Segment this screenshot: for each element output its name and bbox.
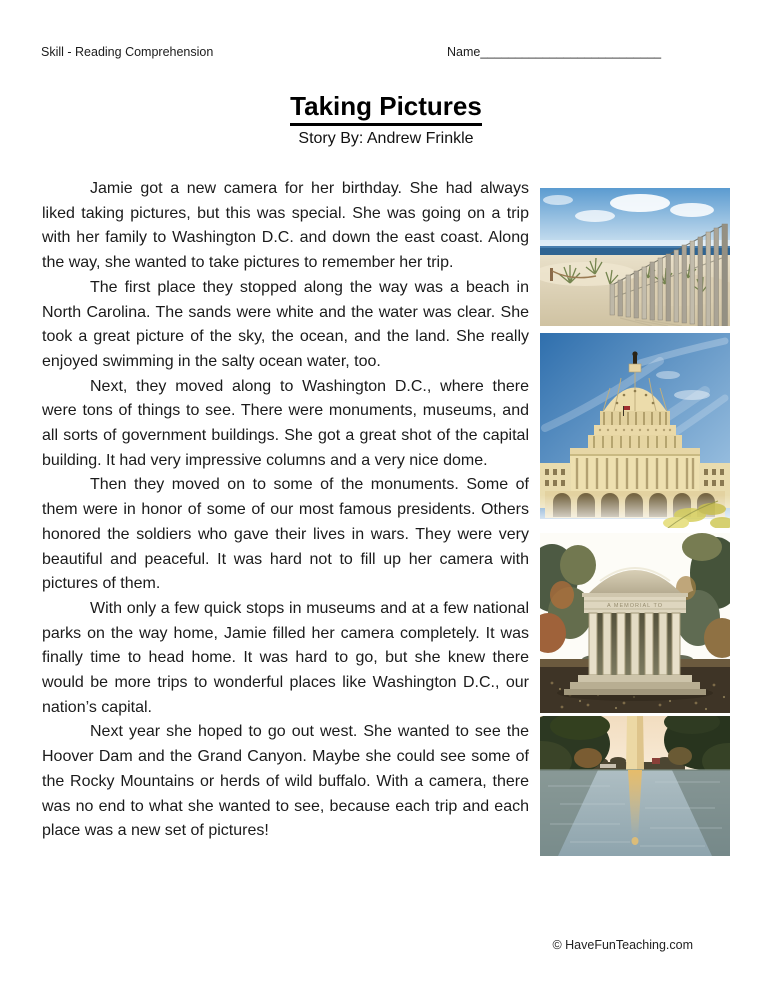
copyright: © HaveFunTeaching.com	[552, 938, 693, 952]
monument-photo	[540, 716, 730, 856]
name-field	[447, 45, 661, 59]
story-paragraph: The first place they stopped along the way was a beach in North Carolina. The sands were white and the water was clear. She took a great picture of the sky, the ocean, and the land. She really enjoyed swimming in the salty ocean water, too.	[42, 278, 529, 370]
page-title: Taking Pictures	[290, 92, 482, 126]
title-wrap	[0, 92, 772, 126]
byline: Story By: Andrew Frinkle	[298, 130, 474, 147]
beach-photo	[540, 188, 730, 326]
capitol-photo	[540, 333, 730, 528]
name-blank-line: __________________________	[480, 45, 662, 59]
story-paragraph: Jamie got a new camera for her birthday. She had always liked taking pictures, but this was special. She was going on a trip with her family to Washington D.C. and down the east coast. Along the way, she wanted to take pictures to remember her trip.	[42, 180, 529, 272]
skill-label: Skill - Reading Comprehension	[41, 45, 214, 59]
name-label: Name	[447, 45, 481, 59]
svg-text:A MEMORIAL TO: A MEMORIAL TO	[607, 603, 663, 609]
story-paragraph: Next, they moved along to Washington D.C., where there were tons of things to see. There were monuments, museums, and all sorts of government buildings. She got a great shot of the capital building. It had very impressive columns and a very nice dome.	[42, 377, 529, 469]
story-paragraph: With only a few quick stops in museums and at a few national parks on the way home, Jamie filled her camera completely. It was finally time to head home. It was hard to go, but she knew there would be more trips to wonderful places like Washington D.C., our nation’s capital.	[42, 599, 529, 716]
story-text	[42, 177, 529, 844]
story-paragraph: Then they moved on to some of the monuments. Some of them were in honor of some of our most famous presidents. Others honored the soldiers who gave their lives in wars. They were very beautiful and peaceful. It was hard not to fill up her camera with pictures of them.	[42, 476, 529, 593]
memorial-photo	[540, 533, 730, 713]
story-paragraph: Next year she hoped to go out west. She wanted to see the Hoover Dam and the Grand Canyon. Maybe she could see some of the Rocky Mountains or herds of wild buffalo. With a camera, there was no end to what she wanted to see, because each trip and each place was a new set of pictures!	[42, 723, 529, 840]
